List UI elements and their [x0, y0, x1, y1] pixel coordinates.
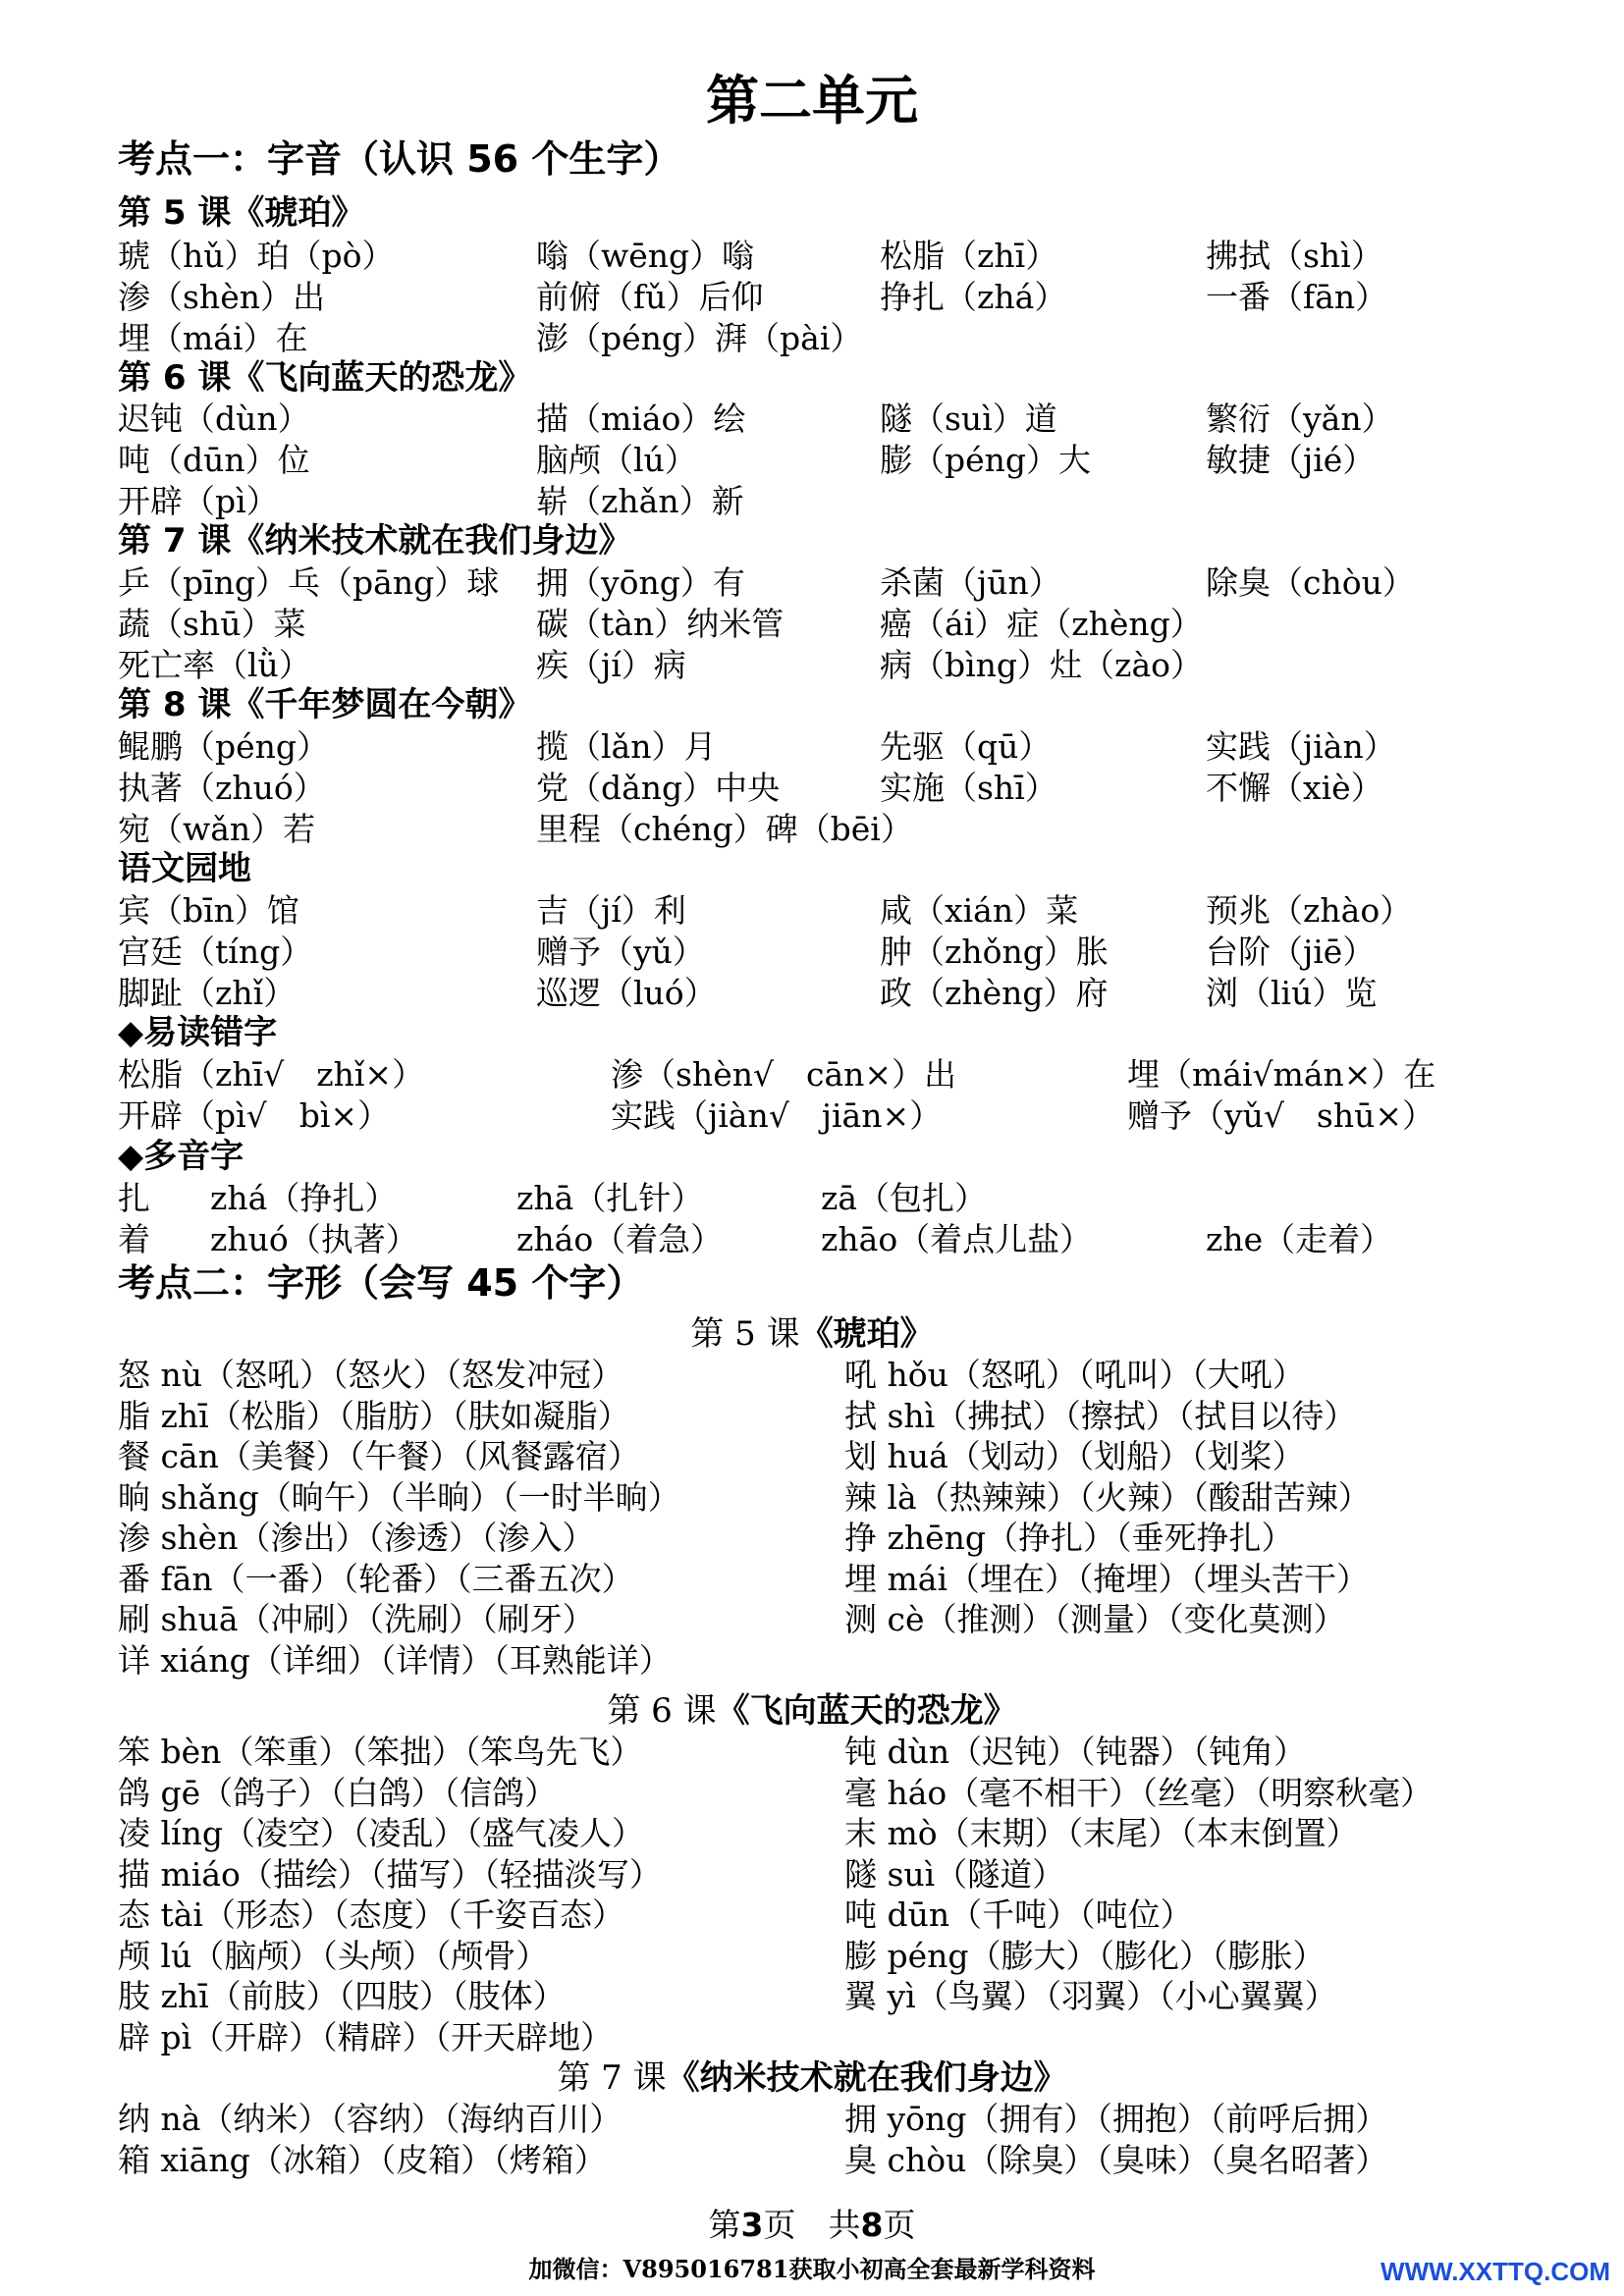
pinyin-entry: 挣扎（zhá） [880, 278, 1067, 316]
pinyin-entry: 预兆（zhào） [1206, 891, 1413, 930]
pinyin-row [0, 236, 1624, 277]
pinyin-entry: 先驱（qū） [880, 727, 1052, 766]
writing-entry: 埋 mái（埋在）（掩埋）（埋头苦干） [844, 1559, 1370, 1598]
writing-entry: 态 tài（形态）（态度）（千姿百态） [118, 1896, 624, 1934]
pinyin-entry: 描（miáo）绘 [536, 400, 746, 438]
pinyin-entry: 癌（ái）症（zhèng） [880, 605, 1203, 643]
pinyin-entry: 澎（péng）湃（pài） [536, 319, 863, 357]
writing-entry: 笨 bèn（笨重）（笨拙）（笨鸟先飞） [118, 1733, 643, 1771]
error-row [0, 1054, 1624, 1095]
pinyin-entry: 浏（liú）览 [1206, 974, 1378, 1012]
writing-lesson-heading [0, 1690, 1624, 1732]
polyphone-char: 扎 [118, 1179, 150, 1217]
pinyin-entry: 一番（fān） [1206, 278, 1388, 316]
writing-row [0, 1773, 1624, 1814]
polyphone-reading: zhuó（执著） [210, 1220, 418, 1258]
pinyin-entry: 脑颅（lú） [536, 441, 697, 479]
polyphone-reading: zā（包扎） [821, 1179, 988, 1217]
writing-row [0, 2140, 1624, 2181]
writing-lesson-title: 《飞向蓝天的恐龙》 [716, 1691, 1017, 1731]
writing-lesson-heading [0, 2057, 1624, 2099]
writing-row [0, 1895, 1624, 1936]
writing-entry: 末 mò（末期）（末尾）（本末倒置） [844, 1814, 1359, 1852]
writing-entry: 膨 péng（膨大）（膨化）（膨胀） [844, 1936, 1326, 1975]
pinyin-row [0, 645, 1624, 686]
page-title: 第二单元 [706, 70, 918, 132]
pinyin-entry: 宫廷（tíng） [118, 933, 313, 971]
lesson-5-heading: 第 5 课《琥珀》 [118, 193, 365, 233]
writing-entry: 翼 yì（鸟翼）（羽翼）（小心翼翼） [844, 1977, 1337, 2015]
pinyin-entry: 琥（hǔ）珀（pò） [118, 237, 395, 275]
pinyin-row [0, 481, 1624, 522]
site-watermark: WWW.XXTTQ.COM [1380, 2257, 1610, 2286]
writing-lesson-number: 第 6 课 [607, 1691, 717, 1731]
writing-entry: 毫 háo（毫不相干）（丝毫）（明察秋毫） [844, 1773, 1434, 1812]
writing-entry: 晌 shǎng（晌午）（半晌）（一时半晌） [118, 1477, 680, 1517]
pinyin-entry: 拂拭（shì） [1206, 237, 1383, 275]
pinyin-entry: 实施（shī） [880, 769, 1057, 807]
footer-mid: 页 共 [763, 2206, 861, 2244]
error-entry: 实践（jiàn√ jiān×） [611, 1096, 943, 1135]
writing-entry: 详 xiáng（详细）（详情）（耳熟能详） [118, 1640, 672, 1680]
language-garden-heading: 语文园地 [118, 849, 251, 888]
writing-entry: 鸽 gē（鸽子）（白鸽）（信鸽） [118, 1773, 558, 1812]
writing-row [0, 1732, 1624, 1773]
error-row [0, 1095, 1624, 1137]
writing-entry: 渗 shèn（渗出）（渗透）（渗入） [118, 1519, 595, 1557]
pinyin-row [0, 932, 1624, 973]
pinyin-entry: 崭（zhǎn）新 [536, 482, 744, 520]
writing-entry: 纳 nà（纳米）（容纳）（海纳百川） [118, 2100, 623, 2138]
writing-row [0, 1936, 1624, 1977]
pinyin-entry: 里程（chéng）碑（bēi） [536, 810, 913, 848]
page-total: 8 [860, 2206, 884, 2244]
writing-entry: 怒 nù（怒吼）（怒火）（怒发冲冠） [118, 1356, 623, 1394]
writing-row [0, 2017, 1624, 2058]
writing-row [0, 1813, 1624, 1854]
pinyin-entry: 死亡率（lǜ） [118, 646, 311, 684]
writing-entry: 吨 dūn（千吨）（吨位） [844, 1896, 1193, 1934]
writing-entry: 辟 pì（开辟）（精辟）（开天辟地） [118, 2017, 614, 2056]
pinyin-entry: 迟钝（dùn） [118, 400, 310, 438]
pinyin-row [0, 604, 1624, 645]
error-entry: 渗（shèn√ cān×）出 [611, 1055, 957, 1094]
writing-entry: 刷 shuā（冲刷）（洗刷）（刷牙） [118, 1600, 595, 1638]
writing-row [0, 1477, 1624, 1519]
writing-row [0, 2099, 1624, 2140]
polyphone-reading: zhe（走着） [1206, 1220, 1393, 1258]
pinyin-entry: 乒（pīng）乓（pāng）球 [118, 563, 500, 602]
pinyin-entry: 巡逻（luó） [536, 974, 717, 1012]
writing-entry: 肢 zhī（前肢）（四肢）（肢体） [118, 1977, 566, 2015]
pinyin-entry: 宛（wǎn）若 [118, 810, 316, 848]
point-one-heading: 考点一：字音（认识 56 个生字） [118, 137, 681, 181]
writing-entry: 番 fān（一番）（轮番）（三番五次） [118, 1559, 634, 1598]
pinyin-entry: 咸（xián）菜 [880, 891, 1079, 930]
wechat-ad-text: 加微信：V895016781获取小初高全套最新学科资料 [528, 2255, 1096, 2283]
pinyin-entry: 疾（jí）病 [536, 646, 686, 684]
footer-pre: 第 [708, 2206, 741, 2244]
writing-row [0, 1640, 1624, 1682]
pinyin-row [0, 440, 1624, 481]
pinyin-row [0, 973, 1624, 1014]
pinyin-entry: 除臭（chòu） [1206, 563, 1415, 602]
polyphone-reading: zhāo（着点儿盐） [821, 1220, 1093, 1258]
pinyin-entry: 揽（lǎn）月 [536, 727, 717, 766]
pinyin-row [0, 809, 1624, 850]
pinyin-entry: 吉（jí）利 [536, 891, 686, 930]
writing-entry: 拥 yōng（拥有）（拥抱）（前呼后拥） [844, 2100, 1388, 2138]
writing-entry: 测 cè（推测）（测量）（变化莫测） [844, 1600, 1346, 1638]
pinyin-entry: 执著（zhuó） [118, 769, 326, 807]
lesson-8-heading: 第 8 课《千年梦圆在今朝》 [118, 685, 532, 724]
writing-entry: 凌 líng（凌空）（凌乱）（盛气凌人） [118, 1814, 644, 1852]
pinyin-entry: 肿（zhǒng）胀 [880, 933, 1109, 971]
pinyin-entry: 松脂（zhī） [880, 237, 1058, 275]
pinyin-row [0, 726, 1624, 768]
writing-entry: 描 miáo（描绘）（描写）（轻描淡写） [118, 1854, 662, 1894]
pinyin-entry: 台阶（jiē） [1206, 933, 1376, 971]
writing-lesson-heading [0, 1313, 1624, 1355]
error-entry: 松脂（zhī√ zhǐ×） [118, 1055, 425, 1094]
writing-row [0, 1599, 1624, 1640]
writing-row [0, 1854, 1624, 1896]
pinyin-entry: 不懈（xiè） [1206, 769, 1383, 807]
pinyin-entry: 膨（péng）大 [880, 441, 1092, 479]
writing-lesson-number: 第 7 课 [557, 2058, 667, 2098]
writing-row [0, 1518, 1624, 1559]
polyphone-reading: zháo（着急） [516, 1220, 724, 1258]
error-prone-heading: ◆易读错字 [118, 1013, 278, 1052]
pinyin-entry: 渗（shèn）出 [118, 278, 325, 316]
error-entry: 开辟（pì√ bì×） [118, 1096, 391, 1135]
pinyin-row [0, 562, 1624, 604]
writing-entry: 箱 xiāng（冰箱）（皮箱）（烤箱） [118, 2140, 607, 2179]
pinyin-row [0, 768, 1624, 809]
polyphone-char: 着 [118, 1220, 150, 1258]
pinyin-entry: 隧（suì）道 [880, 400, 1057, 438]
writing-row [0, 1396, 1624, 1437]
pinyin-entry: 蔬（shū）菜 [118, 605, 306, 643]
writing-entry: 餐 cān（美餐）（午餐）（风餐露宿） [118, 1437, 640, 1475]
lesson-6-heading: 第 6 课《飞向蓝天的恐龙》 [118, 358, 532, 398]
pinyin-entry: 嗡（wēng）嗡 [536, 237, 755, 275]
writing-entry: 颅 lú（脑颅）（头颅）（颅骨） [118, 1936, 549, 1975]
polyphone-reading: zhā（扎针） [516, 1179, 704, 1217]
point-two-heading: 考点二：字形（会写 45 个字） [118, 1261, 644, 1305]
writing-entry: 拭 shì（拂拭）（擦拭）（拭目以待） [844, 1396, 1357, 1435]
pinyin-row [0, 318, 1624, 359]
footer-post: 页 [883, 2206, 916, 2244]
pinyin-entry: 赠予（yǔ） [536, 933, 705, 971]
writing-row [0, 1559, 1624, 1600]
writing-row [0, 1436, 1624, 1477]
pinyin-entry: 党（dǎng）中央 [536, 769, 781, 807]
pinyin-row [0, 277, 1624, 318]
pinyin-entry: 开辟（pì） [118, 482, 279, 520]
writing-entry: 划 huá（划动）（划船）（划桨） [844, 1437, 1305, 1475]
polyphone-reading: zhá（挣扎） [210, 1179, 398, 1217]
writing-entry: 挣 zhēng（挣扎）（垂死挣扎） [844, 1519, 1294, 1557]
pinyin-entry: 吨（dūn）位 [118, 441, 310, 479]
writing-entry: 辣 là（热辣辣）（火辣）（酸甜苦辣） [844, 1477, 1371, 1517]
pinyin-entry: 繁衍（yǎn） [1206, 400, 1394, 438]
pinyin-entry: 前俯（fǔ）后仰 [536, 278, 764, 316]
page-footer [0, 2205, 1624, 2246]
writing-entry: 吼 hǒu（怒吼）（吼叫）（大吼） [844, 1356, 1305, 1394]
pinyin-entry: 政（zhèng）府 [880, 974, 1109, 1012]
pinyin-entry: 碳（tàn）纳米管 [536, 605, 785, 643]
writing-entry: 臭 chòu（除臭）（臭味）（臭名昭著） [844, 2140, 1388, 2179]
error-entry: 埋（mái√mán×）在 [1127, 1055, 1436, 1094]
pinyin-entry: 敏捷（jié） [1206, 441, 1376, 479]
polyphone-heading: ◆多音字 [118, 1137, 244, 1176]
pinyin-entry: 实践（jiàn） [1206, 727, 1396, 766]
pinyin-entry: 宾（bīn）馆 [118, 891, 299, 930]
pinyin-entry: 杀菌（jūn） [880, 563, 1061, 602]
writing-entry: 隧 suì（隧道） [844, 1854, 1065, 1894]
writing-lesson-number: 第 5 课 [690, 1314, 800, 1354]
polyphone-row [0, 1219, 1624, 1260]
pinyin-row [0, 890, 1624, 932]
writing-entry: 脂 zhī（松脂）（脂肪）（肤如凝脂） [118, 1396, 630, 1435]
page-number: 3 [740, 2206, 764, 2244]
pinyin-entry: 鲲鹏（péng） [118, 727, 330, 766]
pinyin-entry: 拥（yōng）有 [536, 563, 745, 602]
lesson-7-heading: 第 7 课《纳米技术就在我们身边》 [118, 521, 632, 561]
pinyin-entry: 埋（mái）在 [118, 319, 308, 357]
writing-row [0, 1976, 1624, 2017]
pinyin-entry: 脚趾（zhǐ） [118, 974, 297, 1012]
pinyin-row [0, 399, 1624, 440]
writing-entry: 钝 dùn（迟钝）（钝器）（钝角） [844, 1733, 1307, 1771]
error-entry: 赠予（yǔ√ shū×） [1127, 1096, 1435, 1135]
writing-lesson-title: 《琥珀》 [799, 1314, 934, 1354]
pinyin-entry: 病（bìng）灶（zào） [880, 646, 1203, 684]
writing-lesson-title: 《纳米技术就在我们身边》 [666, 2058, 1067, 2098]
writing-row [0, 1355, 1624, 1396]
polyphone-row [0, 1178, 1624, 1219]
